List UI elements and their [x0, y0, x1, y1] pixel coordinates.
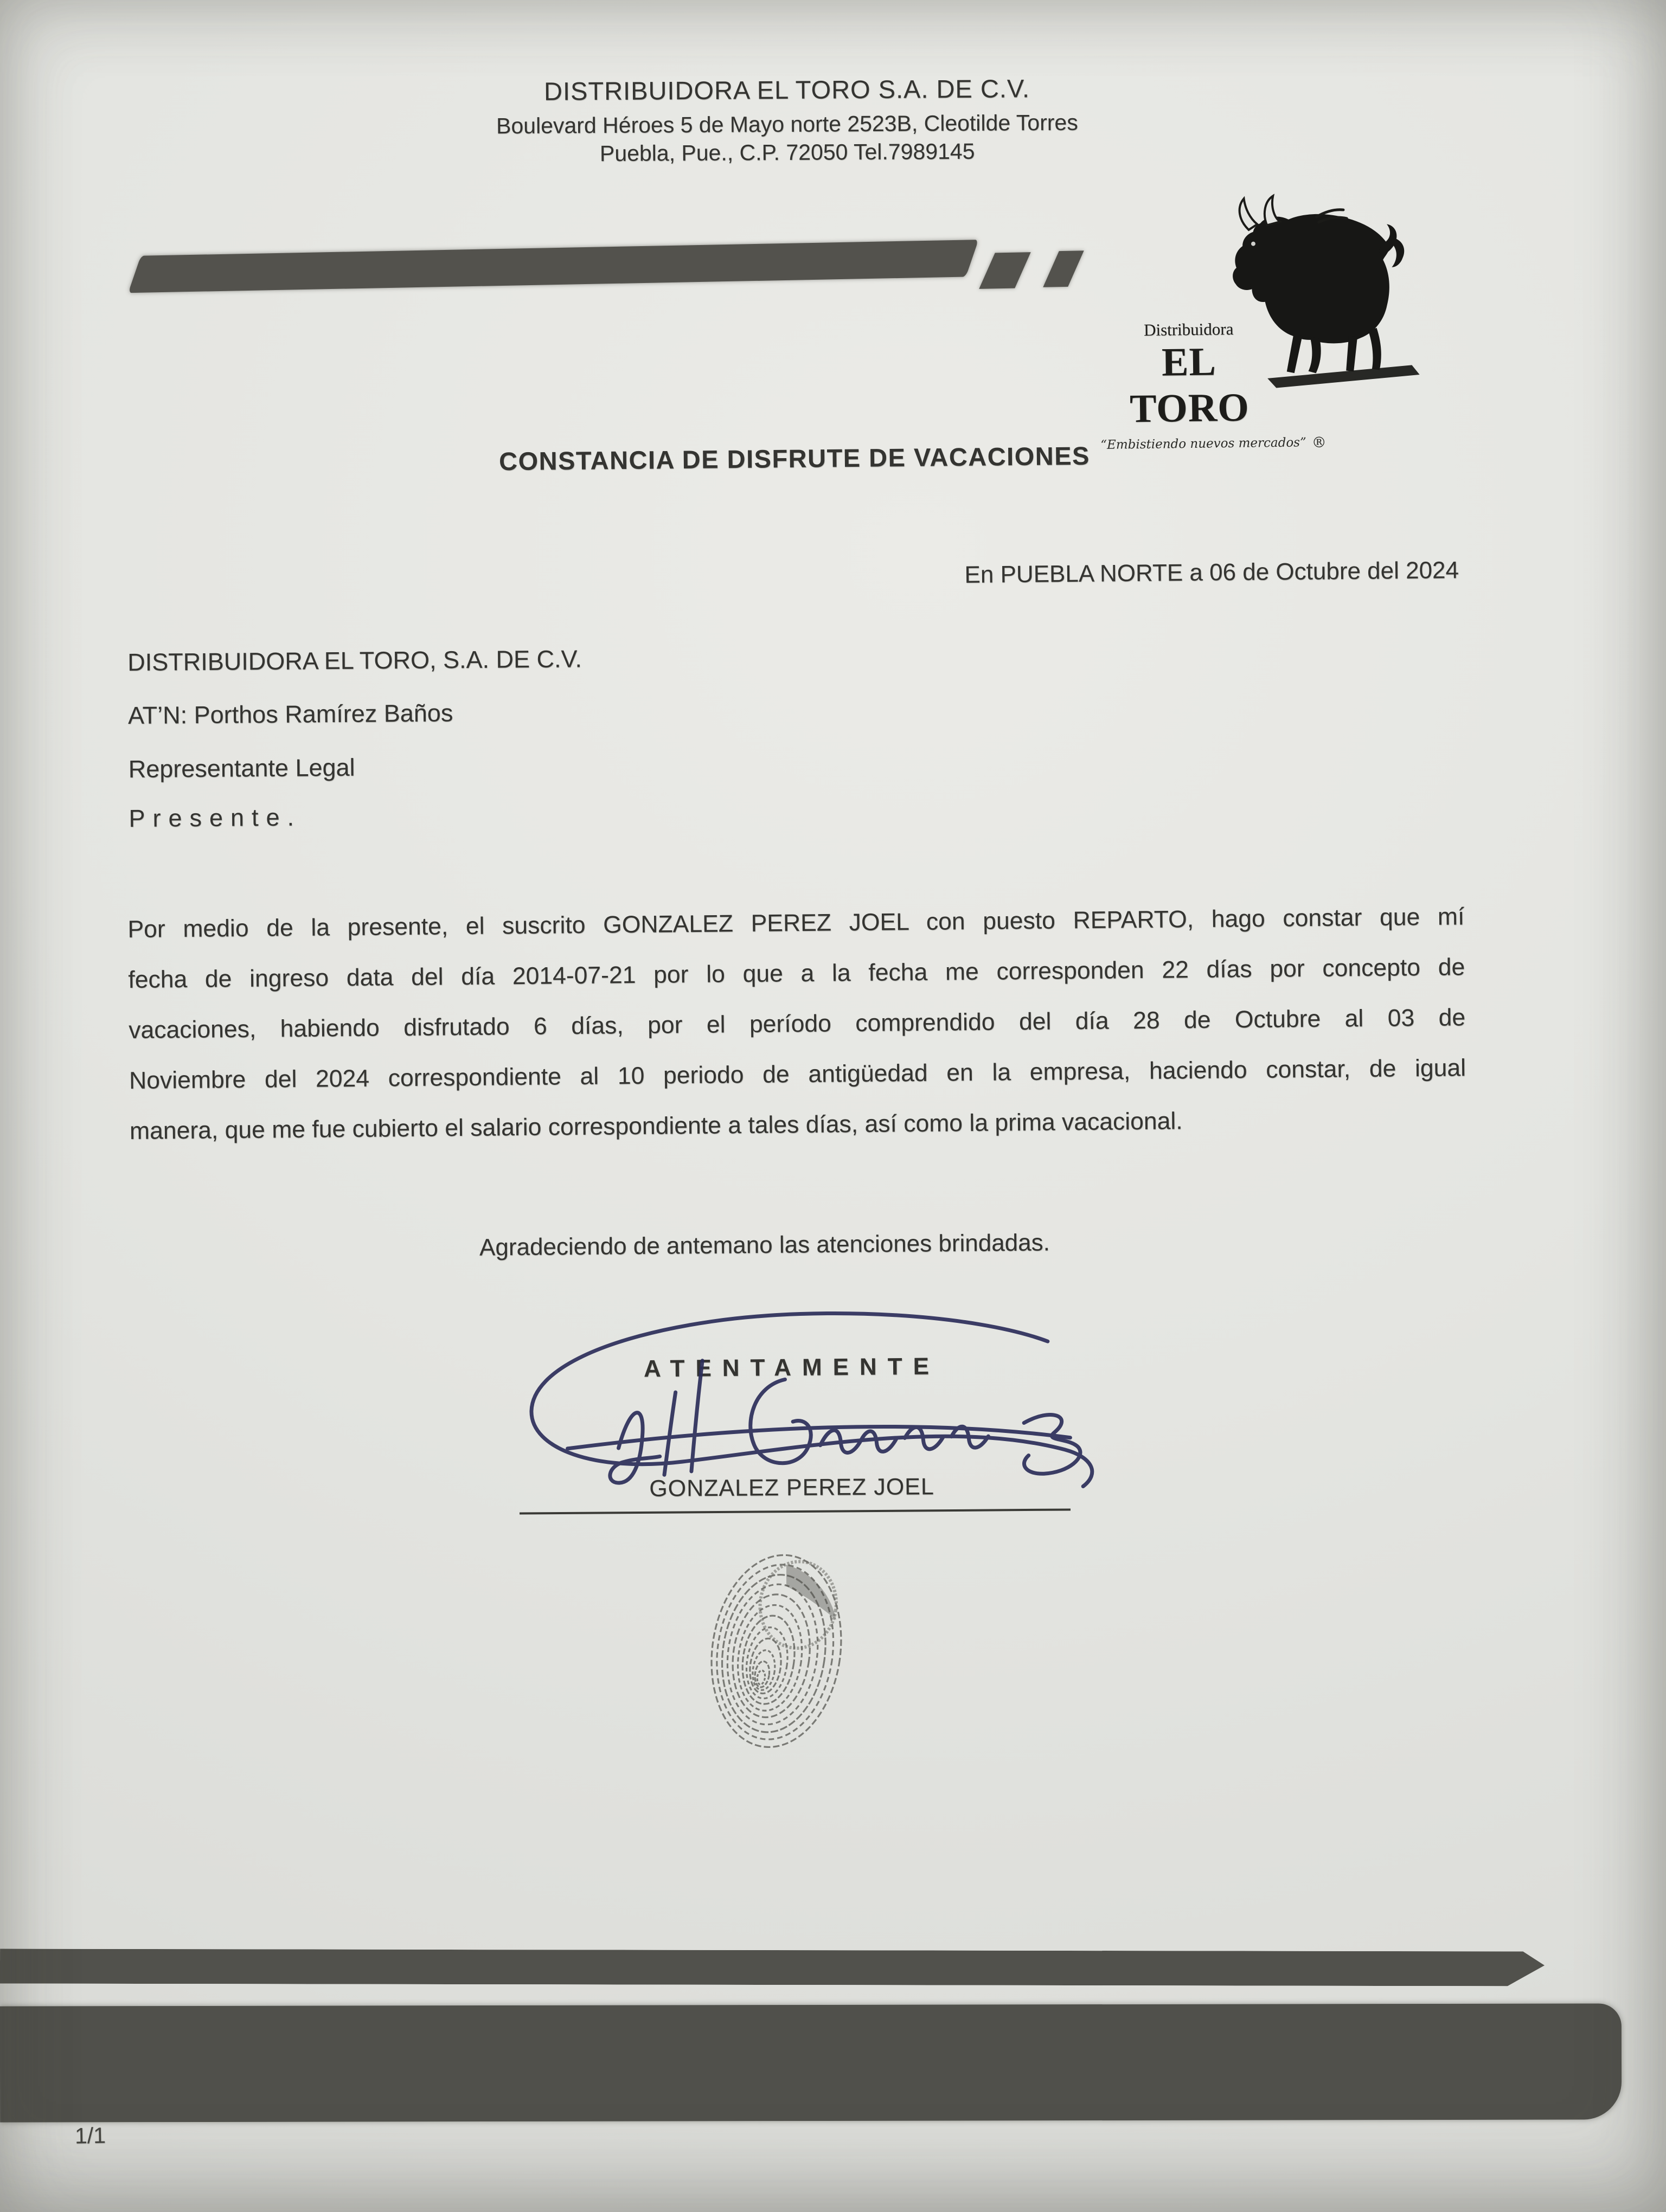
logo-tagline-text: “Embistiendo nuevos mercados” — [1100, 435, 1306, 453]
company-name: DISTRIBUIDORA EL TORO S.A. DE C.V. — [543, 74, 1030, 106]
logo-el-toro-label: EL TORO — [1129, 339, 1250, 432]
page-number: 1/1 — [74, 2123, 106, 2149]
footer-bar-thick — [0, 2003, 1622, 2122]
bull-icon — [1210, 191, 1430, 400]
decorative-bar-tick — [979, 252, 1030, 289]
body-line: manera, que me fue cubierto el salario correspondiente a tales días, así como la prima vacacional. — [129, 1108, 1183, 1144]
company-address-line2: Puebla, Pue., C.P. 72050 Tel.7989145 — [599, 138, 975, 166]
signatory-name: GONZALEZ PEREZ JOEL — [649, 1474, 934, 1502]
addressee-presente: Presente. — [129, 803, 302, 832]
company-address-line1: Boulevard Héroes 5 de Mayo norte 2523B, Cleotilde Torres — [496, 110, 1078, 139]
body-line: fecha de ingreso data del día 2014-07-21 por lo que a la fecha me corresponden 22 días por concepto de — [128, 954, 1465, 993]
letterhead — [0, 0, 1573, 166]
body-paragraph — [127, 891, 1466, 1156]
body-line: Por medio de la presente, el suscrito GONZALEZ PEREZ JOEL con puesto REPARTO, hago constar que mí — [127, 903, 1465, 943]
salutation: ATENTAMENTE — [643, 1353, 940, 1382]
document-title: CONSTANCIA DE DISFRUTE DE VACACIONES — [498, 441, 1091, 476]
addressee-block — [127, 642, 941, 832]
footer-bar-thin — [0, 1949, 1545, 1986]
addressee-role: Representante Legal — [128, 753, 355, 783]
addressee-company: DISTRIBUIDORA EL TORO, S.A. DE C.V. — [127, 645, 582, 676]
body-line: Noviembre del 2024 correspondiente al 10 periodo de antigüedad en la empresa, haciendo constar, de igual — [129, 1054, 1466, 1094]
addressee-attention: AT’N: Porthos Ramírez Baños — [127, 699, 453, 729]
fingerprint-icon — [705, 1543, 853, 1756]
body-line: vacaciones, habiendo disfrutado 6 días, por el período comprendido del día 28 de Octubre al 03 de — [128, 1004, 1466, 1044]
date-line: En PUEBLA NORTE a 06 de Octubre del 2024 — [964, 557, 1459, 588]
registered-trademark-icon: ® — [1311, 434, 1327, 452]
decorative-bar-tick — [1043, 250, 1084, 287]
logo-distribuidora-label: Distribuidora — [1143, 319, 1234, 340]
closing-line: Agradeciendo de antemano las atenciones brindadas. — [479, 1229, 1050, 1261]
decorative-header-bar — [128, 240, 978, 293]
